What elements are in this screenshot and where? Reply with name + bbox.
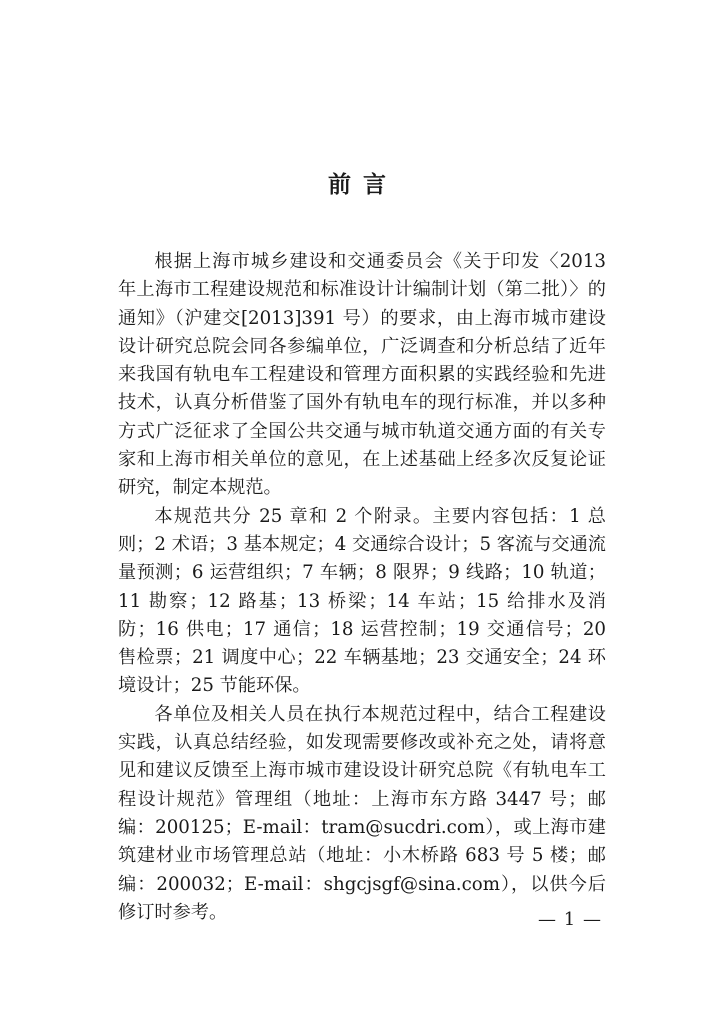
page-title: 前 言	[327, 172, 388, 198]
paragraph-contents: 本规范共分 25 章和 2 个附录。主要内容包括：1 总则；2 术语；3 基本规定；4 交通综合设计；5 客流与交通流量预测；6 运营组织；7 车辆；8 限界；9 线路；10 轨道；11 勘察；12 路基；13 桥梁；14 车站；15 给排水及消防；16 供电；17 通信；18 运营控制；19 交通信号；20 售检票；21 调度中心；22 车辆基地；23 交通安全；24 环境设计；25 节能环保。	[118, 505, 606, 697]
page-number: — 1 —	[538, 909, 602, 930]
body-text	[118, 248, 606, 927]
paragraph-feedback: 各单位及相关人员在执行本规范过程中，结合工程建设实践，认真总结经验，如发现需要修改或补充之处，请将意见和建议反馈至上海市城市建设设计研究总院《有轨电车工程设计规范》管理组（地址：上海市东方路 3447 号；邮编：200125；E-mail：tram@sucdri.com），或上海市建筑建材业市场管理总站（地址：小木桥路 683 号 5 楼；邮编：200032；E-mail：shgcjsgf@sina.com），以供今后修订时参考。	[118, 703, 606, 923]
paragraph-intro: 根据上海市城乡建设和交通委员会《关于印发〈2013 年上海市工程建设规范和标准设计计编制计划（第二批）〉的通知》（沪建交[2013]391 号）的要求，由上海市城市建设设计研究总院会同各参编单位，广泛调查和分析总结了近年来我国有轨电车工程建设和管理方面积累的实践经验和先进技术，认真分析借鉴了国外有轨电车的现行标准，并以多种方式广泛征求了全国公共交通与城市轨道交通方面的有关专家和上海市相关单位的意见，在上述基础上经多次反复论证研究，制定本规范。	[118, 251, 606, 499]
